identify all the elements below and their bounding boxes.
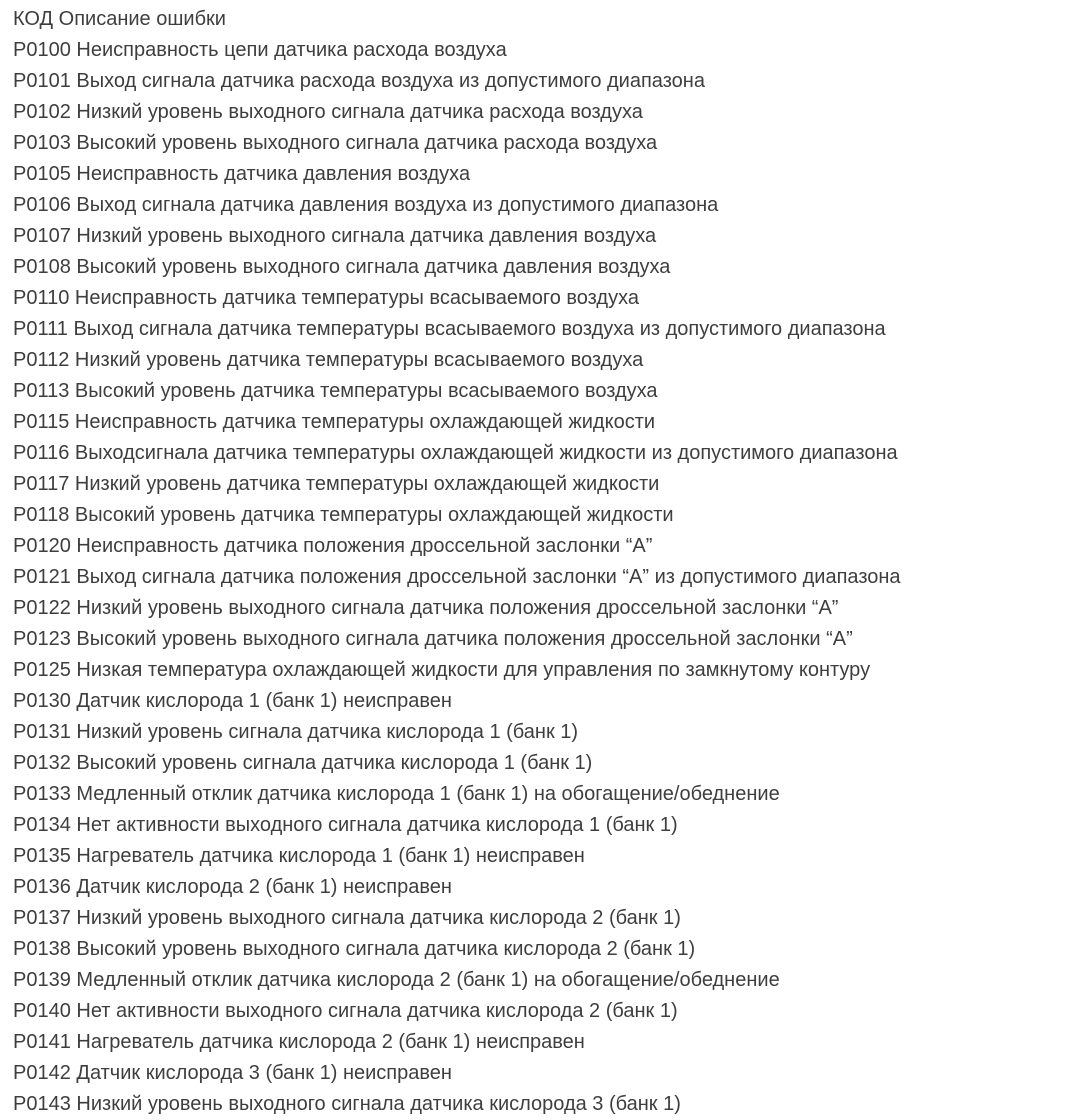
error-code: P0101 — [13, 70, 71, 92]
error-code-row — [13, 345, 1055, 376]
error-code-row — [13, 996, 1055, 1027]
header-description-label: Описание ошибки — [58, 8, 226, 30]
error-code: P0110 — [13, 287, 70, 309]
error-code-row — [13, 903, 1055, 934]
error-code: P0106 — [13, 194, 71, 216]
error-code-row — [13, 810, 1055, 841]
error-code: P0130 — [13, 690, 71, 712]
error-code-row — [13, 128, 1055, 159]
error-code-row — [13, 686, 1055, 717]
error-description: Датчик кислорода 1 (банк 1) неисправен — [76, 690, 452, 712]
error-code-row — [13, 872, 1055, 903]
error-description: Выход сигнала датчика температуры всасываемого воздуха из допустимого диапазона — [73, 318, 886, 340]
error-code-row — [13, 531, 1055, 562]
error-code: P0121 — [13, 566, 71, 588]
error-description: Неисправность датчика температуры всасываемого воздуха — [74, 287, 639, 309]
error-code-row — [13, 1058, 1055, 1089]
error-description: Высокий уровень выходного сигнала датчика расхода воздуха — [76, 132, 658, 154]
error-description: Высокий уровень датчика температуры всасываемого воздуха — [74, 380, 658, 402]
error-code-row — [13, 934, 1055, 965]
error-description: Нагреватель датчика кислорода 2 (банк 1) неисправен — [76, 1031, 585, 1053]
error-code-row — [13, 35, 1055, 66]
error-code: P0105 — [13, 163, 71, 185]
error-code: P0102 — [13, 101, 71, 123]
error-code: P0141 — [13, 1031, 71, 1053]
error-code: P0132 — [13, 752, 71, 774]
error-description: Низкий уровень сигнала датчика кислорода 1 (банк 1) — [76, 721, 579, 743]
error-code-row — [13, 407, 1055, 438]
error-description: Высокий уровень выходного сигнала датчика давления воздуха — [76, 256, 671, 278]
error-code-row — [13, 624, 1055, 655]
list-header — [13, 4, 1055, 35]
error-code: P0120 — [13, 535, 71, 557]
error-code: P0103 — [13, 132, 71, 154]
error-code-row — [13, 252, 1055, 283]
error-code-row — [13, 438, 1055, 469]
error-code: P0139 — [13, 969, 71, 991]
error-code: P0135 — [13, 845, 71, 867]
error-code: P0123 — [13, 628, 71, 650]
error-code-row — [13, 748, 1055, 779]
error-description: Низкий уровень выходного сигнала датчика кислорода 2 (банк 1) — [76, 907, 681, 929]
error-description: Низкий уровень выходного сигнала датчика давления воздуха — [76, 225, 657, 247]
error-code-row — [13, 159, 1055, 190]
error-description: Выход сигнала датчика давления воздуха из допустимого диапазона — [76, 194, 719, 216]
error-code-row — [13, 655, 1055, 686]
error-code: P0143 — [13, 1093, 71, 1115]
error-description: Выходсигнала датчика температуры охлаждающей жидкости из допустимого диапазона — [74, 442, 898, 464]
error-code: P0100 — [13, 39, 71, 61]
error-code: P0117 — [13, 473, 70, 495]
error-description: Неисправность датчика температуры охлаждающей жидкости — [74, 411, 656, 433]
error-code: P0111 — [13, 318, 68, 340]
error-code-row — [13, 500, 1055, 531]
error-code: P0107 — [13, 225, 71, 247]
error-description: Датчик кислорода 3 (банк 1) неисправен — [76, 1062, 452, 1084]
error-code: P0116 — [13, 442, 70, 464]
error-description: Высокий уровень датчика температуры охлаждающей жидкости — [74, 504, 674, 526]
error-description: Датчик кислорода 2 (банк 1) неисправен — [76, 876, 452, 898]
error-code: P0115 — [13, 411, 70, 433]
error-code: P0131 — [13, 721, 71, 743]
error-code-row — [13, 97, 1055, 128]
error-description: Высокий уровень выходного сигнала датчика положения дроссельной заслонки “А” — [76, 628, 853, 650]
error-code: P0133 — [13, 783, 71, 805]
error-description: Нет активности выходного сигнала датчика кислорода 1 (банк 1) — [76, 814, 678, 836]
error-code: P0140 — [13, 1000, 71, 1022]
error-description: Низкий уровень датчика температуры всасываемого воздуха — [74, 349, 644, 371]
error-code: P0113 — [13, 380, 70, 402]
error-code-row — [13, 469, 1055, 500]
error-code: P0138 — [13, 938, 71, 960]
error-description: Низкий уровень выходного сигнала датчика расхода воздуха — [76, 101, 643, 123]
error-code-row — [13, 314, 1055, 345]
error-code-row — [13, 562, 1055, 593]
error-code-row — [13, 221, 1055, 252]
error-description: Неисправность датчика давления воздуха — [76, 163, 471, 185]
error-code-row — [13, 841, 1055, 872]
error-code-row — [13, 1027, 1055, 1058]
error-code-row — [13, 593, 1055, 624]
error-code: P0118 — [13, 504, 70, 526]
error-code-row — [13, 376, 1055, 407]
error-code: P0142 — [13, 1062, 71, 1084]
error-code-row — [13, 717, 1055, 748]
header-code-label: КОД — [13, 8, 54, 30]
error-description: Нагреватель датчика кислорода 1 (банк 1) неисправен — [76, 845, 585, 867]
error-code: P0125 — [13, 659, 71, 681]
error-description: Высокий уровень выходного сигнала датчика кислорода 2 (банк 1) — [76, 938, 696, 960]
error-code: P0136 — [13, 876, 71, 898]
error-description: Неисправность датчика положения дроссельной заслонки “А” — [76, 535, 653, 557]
error-description: Низкий уровень датчика температуры охлаждающей жидкости — [74, 473, 660, 495]
error-description: Неисправность цепи датчика расхода воздуха — [76, 39, 507, 61]
error-code-row — [13, 965, 1055, 996]
error-description: Выход сигнала датчика расхода воздуха из допустимого диапазона — [76, 70, 705, 92]
error-code: P0108 — [13, 256, 71, 278]
error-description: Выход сигнала датчика положения дроссельной заслонки “А” из допустимого диапазона — [76, 566, 901, 588]
error-code: P0137 — [13, 907, 71, 929]
error-code-row — [13, 283, 1055, 314]
error-description: Медленный отклик датчика кислорода 2 (банк 1) на обогащение/обеднение — [76, 969, 780, 991]
error-code-row — [13, 779, 1055, 810]
error-description: Медленный отклик датчика кислорода 1 (банк 1) на обогащение/обеднение — [76, 783, 780, 805]
error-code-row — [13, 190, 1055, 221]
error-code-row — [13, 1089, 1055, 1120]
error-description: Низкая температура охлаждающей жидкости для управления по замкнутому контуру — [76, 659, 871, 681]
error-description: Нет активности выходного сигнала датчика кислорода 2 (банк 1) — [76, 1000, 678, 1022]
error-code: P0112 — [13, 349, 70, 371]
error-description: Низкий уровень выходного сигнала датчика положения дроссельной заслонки “А” — [76, 597, 839, 619]
error-description: Низкий уровень выходного сигнала датчика кислорода 3 (банк 1) — [76, 1093, 681, 1115]
error-description: Высокий уровень сигнала датчика кислорода 1 (банк 1) — [76, 752, 593, 774]
error-code: P0122 — [13, 597, 71, 619]
error-code-list — [13, 35, 1055, 1120]
error-code: P0134 — [13, 814, 71, 836]
error-code-row — [13, 66, 1055, 97]
